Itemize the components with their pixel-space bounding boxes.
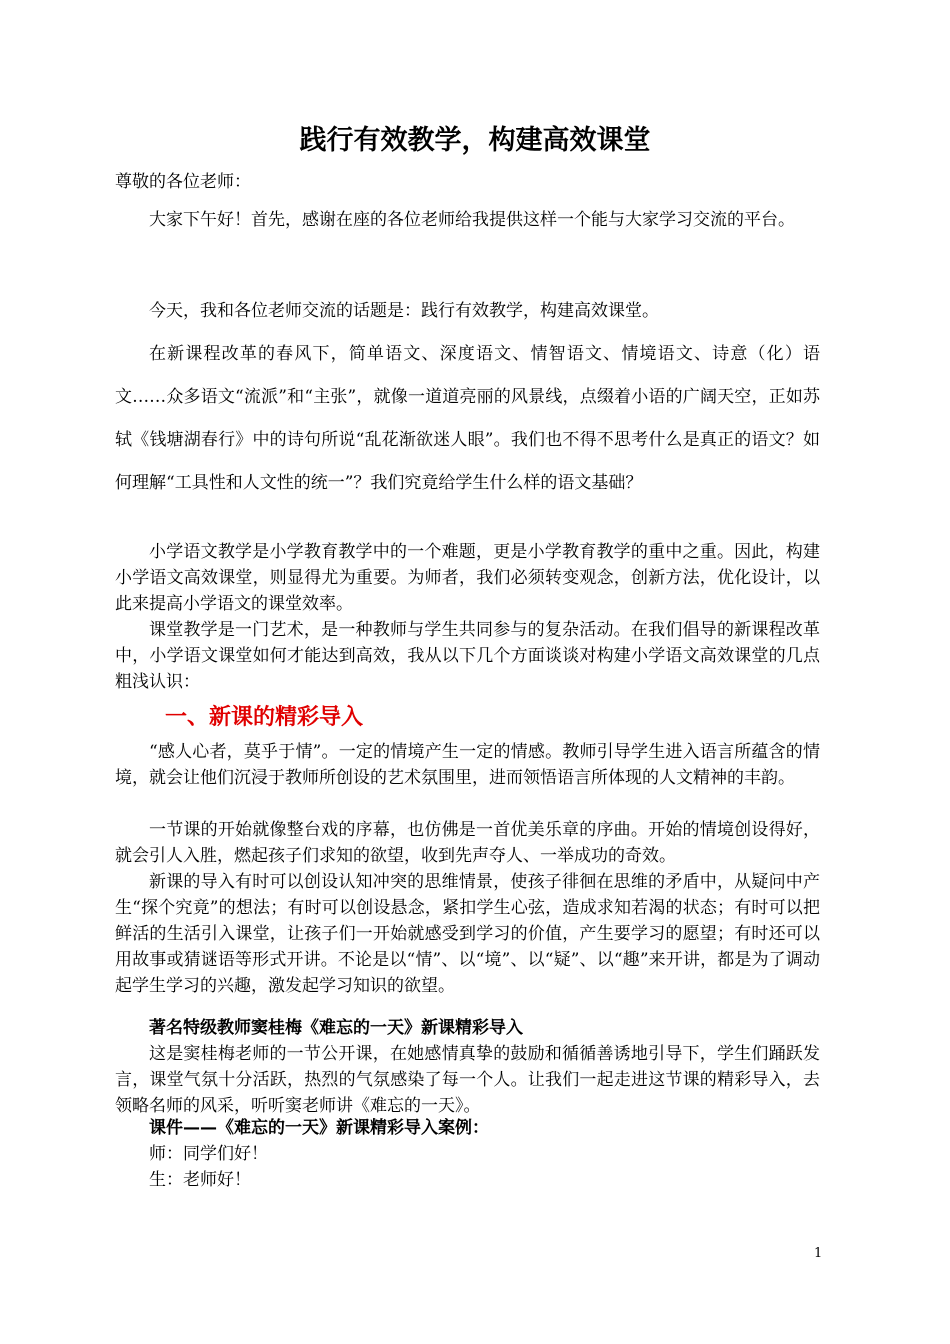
- section-paragraph-3: 新课的导入有时可以创设认知冲突的思维情景，使孩子徘徊在思维的矛盾中，从疑问中产生“探个究竟”的想法；有时可以创设悬念，紧扣学生心弦，造成求知若渴的状态；有时可以把鲜活的生活引入课堂，让孩子们一开始就感受到学习的价值，产生要学习的愿望；有时还可以用故事或猜谜语等形式开讲。不论是以“情”、以“境”、以“疑”、以“趣”来开讲，都是为了调动起学生学习的兴趣，激发起学习知识的欲望。: [115, 872, 820, 996]
- salutation: 尊敬的各位老师：: [115, 172, 251, 192]
- intro-paragraph-1: 大家下午好！首先，感谢在座的各位老师给我提供这样一个能与大家学习交流的平台。: [149, 210, 795, 230]
- intro-paragraph-3: 在新课程改革的春风下，简单语文、深度语文、情智语文、情境语文、诗意（化）语文……众多语文“流派”和“主张”，就像一道道亮丽的风景线，点缀着小语的广阔天空，正如苏轼《钱塘湖春行》中的诗句所说“乱花渐欲迷人眼”。我们也不得不思考什么是真正的语文？如何理解“工具性和人文性的统一”？我们究竟给学生什么样的语文基础？: [115, 344, 820, 493]
- page-number: 1: [814, 1246, 823, 1261]
- body-paragraph-1: 小学语文教学是小学教育教学中的一个难题，更是小学教育教学的重中之重。因此，构建小学语文高效课堂，则显得尤为重要。为师者，我们必须转变观念，创新方法，优化设计，以此来提高小学语文的课堂效率。: [115, 542, 820, 614]
- document-title: 践行有效教学，构建高效课堂: [299, 125, 651, 156]
- section-paragraph-1: “感人心者，莫乎于情”。一定的情境产生一定的情感。教师引导学生进入语言所蕴含的情境，就会让他们沉浸于教师所创设的艺术氛围里，进而领悟语言所体现的人文精神的丰韵。: [115, 742, 820, 788]
- section-heading: 一、新课的精彩导入: [165, 705, 364, 730]
- dialogue-line-teacher: 师：同学们好！: [149, 1144, 268, 1164]
- body-paragraph-2: 课堂教学是一门艺术，是一种教师与学生共同参与的复杂活动。在我们倡导的新课程改革中，小学语文课堂如何才能达到高效，我从以下几个方面谈谈对构建小学语文高效课堂的几点粗浅认识：: [115, 620, 820, 692]
- case-paragraph: 这是窦桂梅老师的一节公开课，在她感情真挚的鼓励和循循善诱地引导下，学生们踊跃发言，课堂气氛十分活跃，热烈的气氛感染了每一个人。让我们一起走进这节课的精彩导入，去领略名师的风采，听听窦老师讲《难忘的一天》。: [115, 1044, 820, 1116]
- case-heading: 著名特级教师窦桂梅《难忘的一天》新课精彩导入: [149, 1018, 523, 1038]
- courseware-heading: 课件——《难忘的一天》新课精彩导入案例：: [149, 1118, 489, 1138]
- intro-paragraph-2: 今天，我和各位老师交流的话题是：践行有效教学，构建高效课堂。: [149, 301, 659, 321]
- section-paragraph-2: 一节课的开始就像整台戏的序幕，也仿佛是一首优美乐章的序曲。开始的情境创设得好，就会引人入胜，燃起孩子们求知的欲望，收到先声夺人、一举成功的奇效。: [115, 820, 820, 866]
- dialogue-line-student: 生：老师好！: [149, 1170, 251, 1190]
